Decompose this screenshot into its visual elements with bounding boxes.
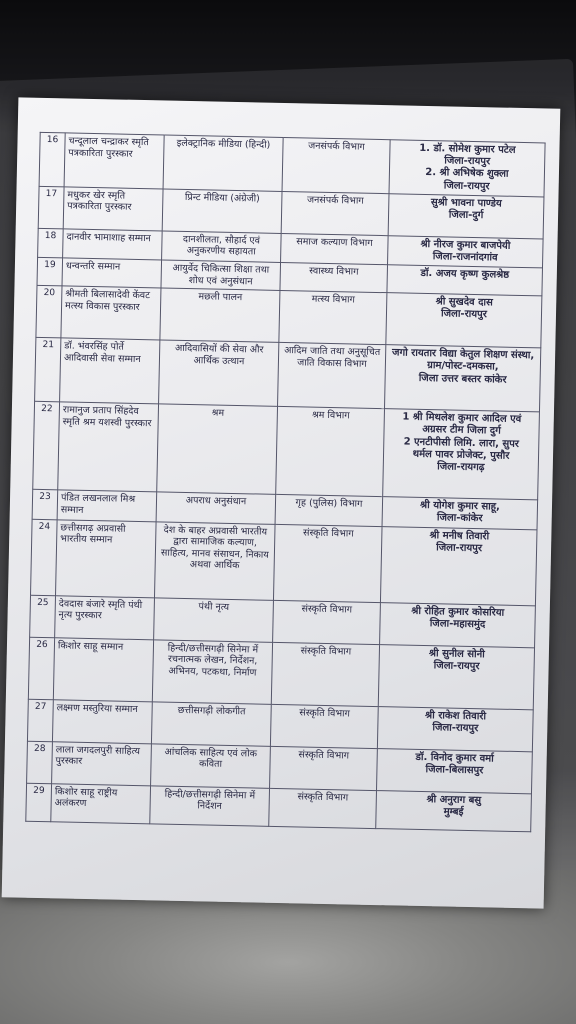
table-row [31, 519, 537, 606]
winner-line: थर्मल पावर प्रोजेक्ट, पुसौर [412, 448, 510, 462]
document-page [2, 97, 561, 908]
award-winner [389, 140, 545, 197]
winner-line: जिला उत्तर बस्तर कांकेर [418, 372, 507, 386]
award-field: आदिवासियों की सेवा और आर्थिक उत्थान [159, 340, 279, 406]
winner-line: सुश्री भावना पाण्डेय [430, 196, 502, 210]
department: आदिम जाति तथा अनुसूचित जाति विकास विभाग [278, 343, 386, 409]
award-name: श्रीमती बिलासादेवी केंवट मत्स्य विकास पुरस्कार [61, 286, 161, 340]
serial-number: 18 [38, 228, 64, 258]
serial-number: 21 [35, 338, 61, 403]
department: संस्कृति विभाग [269, 788, 377, 828]
award-winner [376, 790, 532, 831]
award-winner [382, 497, 538, 530]
department: संस्कृति विभाग [271, 642, 379, 706]
award-name: देवदास बंजारे स्मृति पंथी नृत्य पुरस्कार [55, 595, 155, 639]
department: श्रम विभाग [276, 407, 385, 497]
serial-number: 26 [28, 637, 54, 700]
award-winner [377, 748, 533, 793]
awards-table-body [26, 132, 545, 831]
winner-line: श्री अनुराग बसु [426, 793, 482, 806]
award-winner [383, 409, 540, 500]
winner-line: श्री नीरज कुमार बाजपेयी [420, 238, 511, 252]
department: संस्कृति विभाग [270, 746, 378, 790]
winner-line: जगो रायतार विद्या केतुल शिक्षण संस्था, [391, 347, 535, 362]
award-winner [388, 235, 544, 268]
award-name: रामानुज प्रताप सिंहदेव स्मृति श्रम यशस्वी पुरस्कार [58, 402, 159, 492]
department: समाज कल्याण विभाग [281, 233, 389, 265]
winner-line: अग्रसर टीम जिला दुर्ग [422, 424, 501, 438]
serial-number: 20 [36, 286, 62, 339]
winner-line: जिला-राजनांदगांव [432, 251, 498, 264]
department: जनसंपर्क विभाग [282, 137, 390, 193]
department: संस्कृति विभाग [273, 600, 381, 644]
winner-line: डॉ. विनोद कुमार वर्मा [415, 751, 494, 765]
award-name: लक्ष्मण मस्तुरिया सम्मान [52, 699, 152, 743]
award-field: पंथी नृत्य [154, 598, 274, 642]
serial-number: 22 [33, 402, 60, 491]
award-name: लाला जगदलपुरी साहित्य पुरस्कार [52, 741, 152, 785]
award-name: पंडित लखनलाल मिश्र सम्मान [57, 490, 157, 521]
winner-line: जिला-रायपुर [443, 179, 490, 192]
winner-line: 1 श्री मिथलेश कुमार आदिल एवं [402, 411, 522, 426]
winner-line: 2 एनटीपीसी लिमि. लारा, सुपर [403, 436, 520, 450]
winner-line: जिला-रायपुर [436, 542, 483, 555]
award-name: धन्वन्तरि सम्मान [62, 258, 162, 288]
award-field: देश के बाहर अप्रवासी भारतीय द्वारा सामाजिक कल्याण, साहित्य, मानव संसाधन, निकाय अथवा आर्थिक [154, 522, 275, 600]
table-row [35, 338, 541, 413]
award-winner [380, 526, 537, 605]
winner-line: 2. श्री अभिषेक शुक्ला [425, 167, 509, 181]
award-field: इलेक्ट्रानिक मीडिया (हिन्दी) [163, 135, 283, 191]
award-winner [378, 644, 534, 709]
winner-line: श्री सुखदेव दास [435, 296, 493, 309]
winner-line: 1. डॉ. सोमेश कुमार पटेल [419, 142, 516, 156]
serial-number: 27 [27, 699, 53, 742]
award-name: दानवीर भामाशाह सम्मान [63, 229, 163, 260]
award-name: मधुकर खेर स्मृति पत्रकारिता पुरस्कार [63, 187, 163, 231]
award-winner [377, 706, 533, 751]
department: गृह (पुलिस) विभाग [275, 495, 383, 527]
winner-line: डॉ. अजय कृष्ण कुलश्रेष्ठ [420, 267, 510, 281]
serial-number: 24 [31, 519, 58, 596]
award-field: हिन्दी/छत्तीसगढ़ी सिनेमा में निर्देशन [150, 785, 270, 825]
award-winner [384, 345, 540, 412]
table-row [28, 637, 534, 710]
winner-line: श्री योगेश कुमार साहू, [419, 500, 500, 513]
winner-line: ग्राम/पोस्ट-दमकसा, [427, 360, 499, 373]
serial-number: 16 [39, 132, 65, 186]
table-row [33, 402, 540, 501]
award-field: आयुर्वेद चिकित्सा शिक्षा तथा शोध एवं अनुसंधान [161, 260, 281, 291]
department: स्वास्थ्य विभाग [280, 263, 388, 293]
winner-line: जिला-रायपुर [444, 155, 491, 168]
award-winner [386, 293, 542, 348]
award-winner [388, 193, 544, 238]
department: मत्स्य विभाग [279, 291, 387, 345]
award-winner [380, 602, 536, 647]
serial-number: 17 [38, 186, 64, 229]
department: संस्कृति विभाग [270, 704, 378, 748]
winner-line: जिला-रायपुर [440, 308, 487, 321]
winner-line: जिला-रायपुर [432, 722, 479, 735]
serial-number: 28 [27, 741, 53, 784]
winner-line: श्री रोहित कुमार कोसरिया [411, 605, 505, 619]
award-winner [387, 265, 543, 296]
department: संस्कृति विभाग [273, 524, 382, 602]
serial-number: 25 [30, 595, 56, 638]
winner-line: जिला-बिलासपुर [425, 763, 484, 777]
winner-line: जिला-रायपुर [433, 660, 480, 673]
award-name: किशोर साहू सम्मान [53, 637, 153, 701]
department: जनसंपर्क विभाग [281, 191, 389, 235]
award-name: डॉ. भंवरसिंह पोर्ते आदिवासी सेवा सम्मान [60, 338, 160, 404]
award-field: हिन्दी/छत्तीसगढ़ी सिनेमा में रचनात्मक लेखन, निर्देशन, अभिनय, पटकथा, निर्माण [152, 640, 272, 704]
winner-line: श्री राकेश तिवारी [425, 709, 487, 722]
award-field: आंचलिक साहित्य एवं लोक कविता [151, 743, 271, 787]
serial-number: 23 [32, 490, 58, 520]
award-field: श्रम [157, 404, 278, 494]
winner-line: जिला-कांकेर [436, 512, 483, 525]
award-name: चन्दूलाल चन्द्राकर स्मृति पत्रकारिता पुरस्कार [64, 133, 164, 189]
serial-number: 29 [26, 783, 52, 822]
winner-line: जिला-रायगढ़ [437, 461, 485, 474]
award-field: अपराध अनुसंधान [156, 492, 276, 524]
winner-line: श्री मनीष तिवारी [429, 529, 490, 543]
award-field: छत्तीसगढ़ी लोकगीत [151, 702, 271, 746]
award-name: छत्तीसगढ़ अप्रवासी भारतीय सम्मान [56, 519, 157, 597]
winner-line: जिला-दुर्ग [448, 209, 484, 222]
winner-line: जिला-महासमुंद [429, 617, 486, 631]
award-field: प्रिन्ट मीडिया (अंग्रेजी) [162, 189, 282, 233]
award-field: मछली पालन [160, 288, 280, 342]
award-field: दानशीलता, सौहार्द एवं अनुकरणीय सहायता [162, 231, 282, 263]
winner-line: श्री सुनील सोनी [428, 647, 485, 660]
award-name: किशोर साहू राष्ट्रीय अलंकरण [51, 783, 151, 823]
awards-table [25, 132, 545, 832]
winner-line: मुम्बई [443, 806, 464, 818]
serial-number: 19 [37, 257, 63, 286]
